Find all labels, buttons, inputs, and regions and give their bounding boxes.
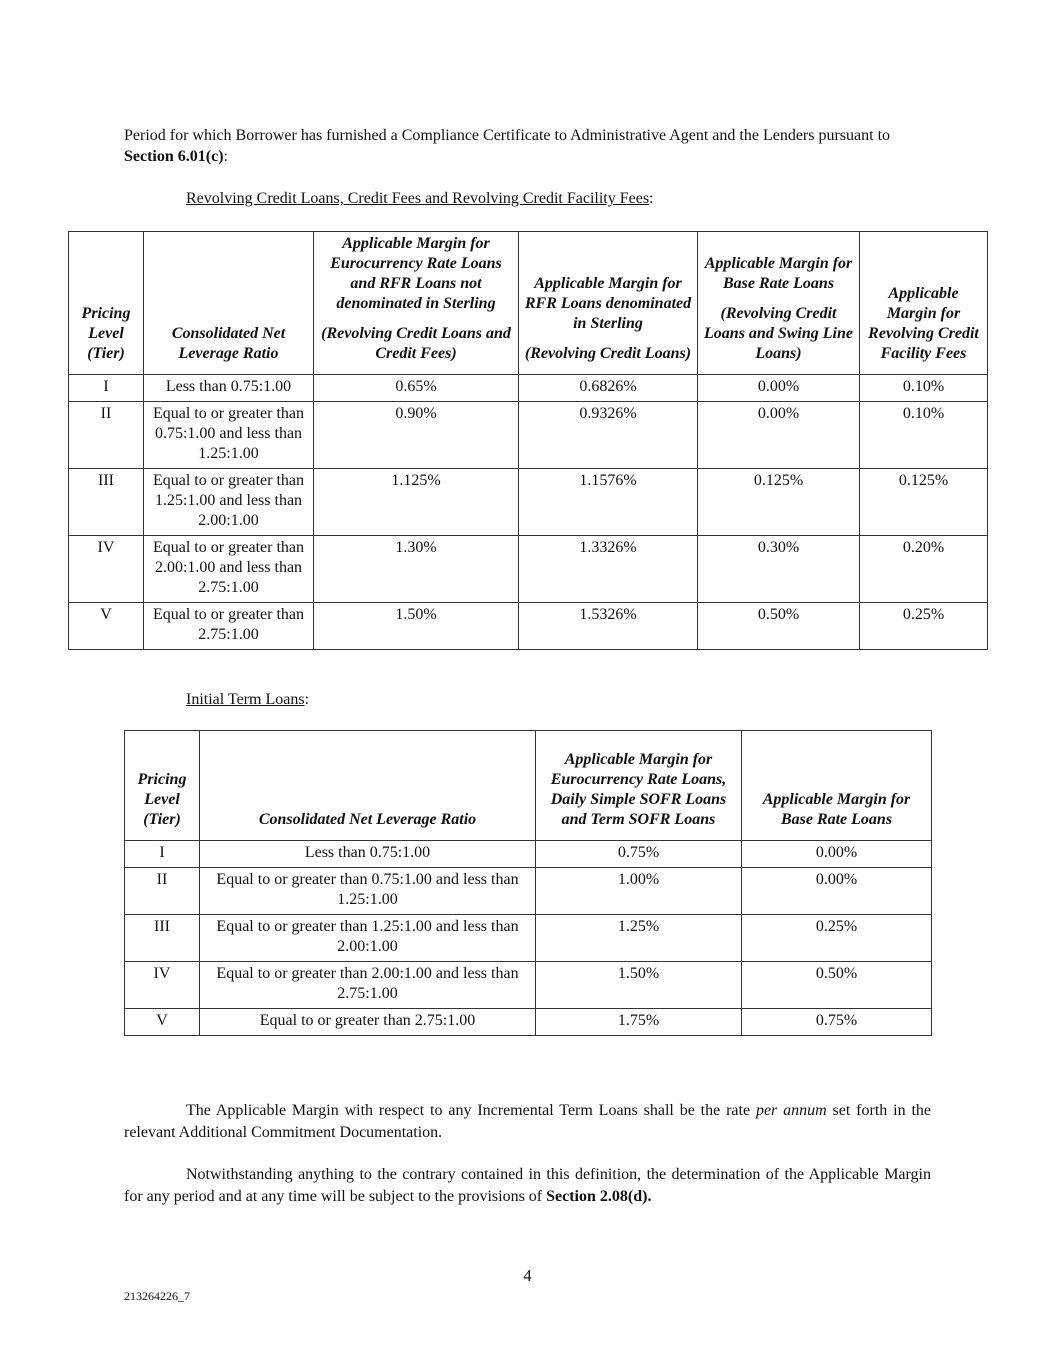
table-cell: 1.5326% bbox=[519, 603, 698, 650]
table-cell: Equal to or greater than 0.75:1.00 and less than 1.25:1.00 bbox=[144, 402, 314, 469]
header-cell: Consolidated Net Leverage Ratio bbox=[200, 731, 536, 841]
table-cell: 0.75% bbox=[742, 1009, 932, 1036]
section-ref: Section 2.08(d). bbox=[546, 1188, 652, 1205]
table-cell: 0.6826% bbox=[519, 375, 698, 402]
incremental-term-paragraph: The Applicable Margin with respect to any Incremental Term Loans shall be the rate per annum set forth in the relevant Additional Commitment Documentation. bbox=[124, 1102, 931, 1141]
intro-suffix: : bbox=[223, 148, 228, 165]
intro-section-ref: Section 6.01(c) bbox=[124, 148, 224, 165]
table-cell: V bbox=[69, 603, 144, 650]
page-number: 4 bbox=[523, 1266, 532, 1285]
table-cell: 0.20% bbox=[860, 536, 988, 603]
table-cell: 0.10% bbox=[860, 375, 988, 402]
table-cell: 0.125% bbox=[860, 469, 988, 536]
table-row bbox=[69, 402, 988, 469]
table-cell: 0.00% bbox=[742, 841, 932, 868]
document-id: 213264226_7 bbox=[124, 1289, 190, 1303]
table-cell: 1.3326% bbox=[519, 536, 698, 603]
table-cell: 1.125% bbox=[314, 469, 519, 536]
intro-paragraph bbox=[124, 125, 934, 167]
revolving-caption bbox=[186, 189, 654, 209]
header-cell: Pricing Level (Tier) bbox=[69, 232, 144, 375]
table-cell: 0.65% bbox=[314, 375, 519, 402]
table-row bbox=[69, 603, 988, 650]
table-cell: Equal to or greater than 2.00:1.00 and less than 2.75:1.00 bbox=[200, 962, 536, 1009]
table-cell: 0.125% bbox=[698, 469, 860, 536]
table-cell: 1.00% bbox=[536, 868, 742, 915]
revolving-margin-table bbox=[68, 231, 988, 650]
table-cell: 0.00% bbox=[698, 375, 860, 402]
table-cell: 0.00% bbox=[742, 868, 932, 915]
table-row bbox=[125, 962, 932, 1009]
table-cell: 0.9326% bbox=[519, 402, 698, 469]
table-cell: Less than 0.75:1.00 bbox=[200, 841, 536, 868]
table-cell: II bbox=[125, 868, 200, 915]
table-cell: Equal to or greater than 1.25:1.00 and less than 2.00:1.00 bbox=[200, 915, 536, 962]
table-cell: IV bbox=[125, 962, 200, 1009]
table-row bbox=[69, 469, 988, 536]
table-row bbox=[69, 536, 988, 603]
table-row bbox=[125, 841, 932, 868]
table-cell: 1.50% bbox=[314, 603, 519, 650]
table-cell: Equal to or greater than 2.75:1.00 bbox=[144, 603, 314, 650]
revolving-caption-suffix: : bbox=[649, 190, 654, 207]
table-cell: 0.50% bbox=[742, 962, 932, 1009]
table-row bbox=[125, 915, 932, 962]
table-cell: Equal to or greater than 2.75:1.00 bbox=[200, 1009, 536, 1036]
table-cell: 0.75% bbox=[536, 841, 742, 868]
table-cell: Equal to or greater than 2.00:1.00 and less than 2.75:1.00 bbox=[144, 536, 314, 603]
table-cell: 1.1576% bbox=[519, 469, 698, 536]
term-caption bbox=[186, 690, 309, 710]
table-cell: 0.90% bbox=[314, 402, 519, 469]
header-cell: Pricing Level (Tier) bbox=[125, 731, 200, 841]
header-cell: Applicable Margin for Eurocurrency Rate Loans, Daily Simple SOFR Loans and Term SOFR Loans bbox=[536, 731, 742, 841]
header-cell: Applicable Margin for Base Rate Loans (Revolving Credit Loans and Swing Line Loans) bbox=[698, 232, 860, 375]
revolving-caption-text: Revolving Credit Loans, Credit Fees and Revolving Credit Facility Fees bbox=[186, 190, 650, 207]
table-row bbox=[125, 868, 932, 915]
intro-text: Period for which Borrower has furnished a Compliance Certificate to Administrative Agent and the Lenders pursuant to bbox=[124, 127, 891, 144]
table-cell: III bbox=[125, 915, 200, 962]
header-cell: Applicable Margin for Base Rate Loans bbox=[742, 731, 932, 841]
notwithstanding-paragraph: Notwithstanding anything to the contrary contained in this definition, the determination of the Applicable Margin for any period and at any time will be subject to the provisions of Section 2.08(d). bbox=[124, 1166, 931, 1205]
term-caption-text: Initial Term Loans bbox=[186, 691, 305, 708]
table-cell: I bbox=[69, 375, 144, 402]
header-cell: Consolidated Net Leverage Ratio bbox=[144, 232, 314, 375]
table-cell: 0.25% bbox=[742, 915, 932, 962]
term-margin-table bbox=[124, 730, 932, 1036]
table-cell: 0.10% bbox=[860, 402, 988, 469]
header-cell: Applicable Margin for Revolving Credit Facility Fees bbox=[860, 232, 988, 375]
table-cell: Equal to or greater than 1.25:1.00 and less than 2.00:1.00 bbox=[144, 469, 314, 536]
term-caption-suffix: : bbox=[304, 691, 310, 708]
table-cell: 0.30% bbox=[698, 536, 860, 603]
header-cell: Applicable Margin for Eurocurrency Rate Loans and RFR Loans not denominated in Sterling (Revolving Credit Loans and Credit Fees) bbox=[314, 232, 519, 375]
per-annum-text: per annum bbox=[755, 1102, 827, 1119]
table-cell: 1.25% bbox=[536, 915, 742, 962]
table-cell: II bbox=[69, 402, 144, 469]
table-cell: 1.30% bbox=[314, 536, 519, 603]
table-header-row bbox=[125, 731, 932, 841]
table-cell: IV bbox=[69, 536, 144, 603]
table-cell: I bbox=[125, 841, 200, 868]
table-cell: Equal to or greater than 0.75:1.00 and less than 1.25:1.00 bbox=[200, 868, 536, 915]
table-cell: 0.00% bbox=[698, 402, 860, 469]
table-cell: 1.75% bbox=[536, 1009, 742, 1036]
header-cell: Applicable Margin for RFR Loans denominated in Sterling (Revolving Credit Loans) bbox=[519, 232, 698, 375]
table-cell: 0.50% bbox=[698, 603, 860, 650]
table-row bbox=[69, 375, 988, 402]
table-cell: 0.25% bbox=[860, 603, 988, 650]
table-cell: III bbox=[69, 469, 144, 536]
table-header-row bbox=[69, 232, 988, 375]
table-cell: Less than 0.75:1.00 bbox=[144, 375, 314, 402]
table-cell: V bbox=[125, 1009, 200, 1036]
table-row bbox=[125, 1009, 932, 1036]
table-cell: 1.50% bbox=[536, 962, 742, 1009]
